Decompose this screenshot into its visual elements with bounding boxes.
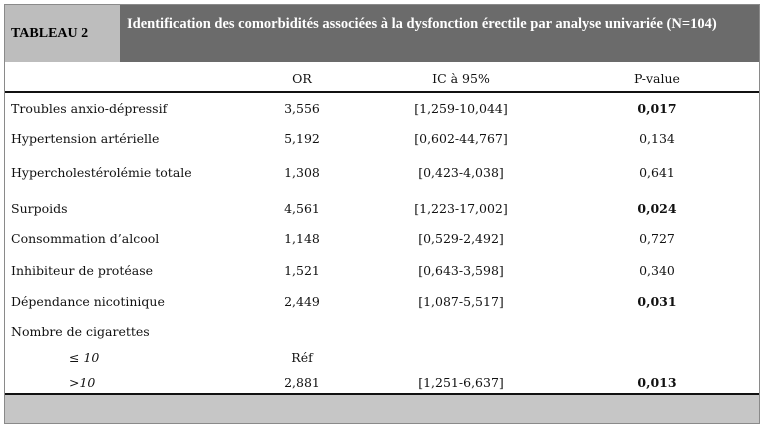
row-p-value: 0,017 <box>637 101 677 116</box>
table-title: Identification des comorbidités associées à la dysfonction érectile par analyse univariée (N=104) <box>127 16 717 32</box>
table-header <box>5 5 759 62</box>
column-header-or: OR <box>292 71 312 86</box>
row-label: Consommation d’alcool <box>11 231 160 246</box>
row-or: Réf <box>291 350 313 365</box>
row-label: Hypertension artérielle <box>11 131 160 146</box>
row-label: Surpoids <box>11 201 68 216</box>
row-or: 1,308 <box>284 165 320 180</box>
row-ic: [0,423-4,038] <box>418 165 504 180</box>
row-or: 4,561 <box>284 201 320 216</box>
header-rule <box>5 91 759 93</box>
row-label: Inhibiteur de protéase <box>11 263 154 278</box>
row-ic: [1,251-6,637] <box>418 375 504 390</box>
row-or: 3,556 <box>284 101 320 116</box>
row-label: Dépendance nicotinique <box>11 294 165 309</box>
row-ic: [0,602-44,767] <box>414 131 508 146</box>
row-p-value: 0,340 <box>639 263 675 278</box>
table-number: TABLEAU 2 <box>5 5 120 62</box>
row-or: 1,148 <box>284 231 320 246</box>
column-header-p-value: P-value <box>634 71 680 86</box>
row-ic: [1,223-17,002] <box>414 201 508 216</box>
table-footer-bar <box>5 395 759 423</box>
row-or: 5,192 <box>284 131 320 146</box>
row-p-value: 0,031 <box>637 294 677 309</box>
column-header-ic: IC à 95% <box>432 71 490 86</box>
row-ic: [1,087-5,517] <box>418 294 504 309</box>
row-label: Nombre de cigarettes <box>11 324 150 339</box>
row-ic: [0,643-3,598] <box>418 263 504 278</box>
row-label: ≤ 10 <box>69 350 100 365</box>
row-ic: [0,529-2,492] <box>418 231 504 246</box>
row-p-value: 0,013 <box>637 375 677 390</box>
row-p-value: 0,134 <box>639 131 675 146</box>
row-p-value: 0,727 <box>639 231 675 246</box>
row-or: 1,521 <box>284 263 320 278</box>
table-frame <box>4 4 760 424</box>
row-label: Troubles anxio-dépressif <box>11 101 168 116</box>
row-label: >10 <box>69 375 96 390</box>
row-p-value: 0,024 <box>637 201 677 216</box>
row-p-value: 0,641 <box>639 165 675 180</box>
row-or: 2,881 <box>284 375 320 390</box>
row-ic: [1,259-10,044] <box>414 101 508 116</box>
row-or: 2,449 <box>284 294 320 309</box>
row-label: Hypercholestérolémie totale <box>11 165 192 180</box>
